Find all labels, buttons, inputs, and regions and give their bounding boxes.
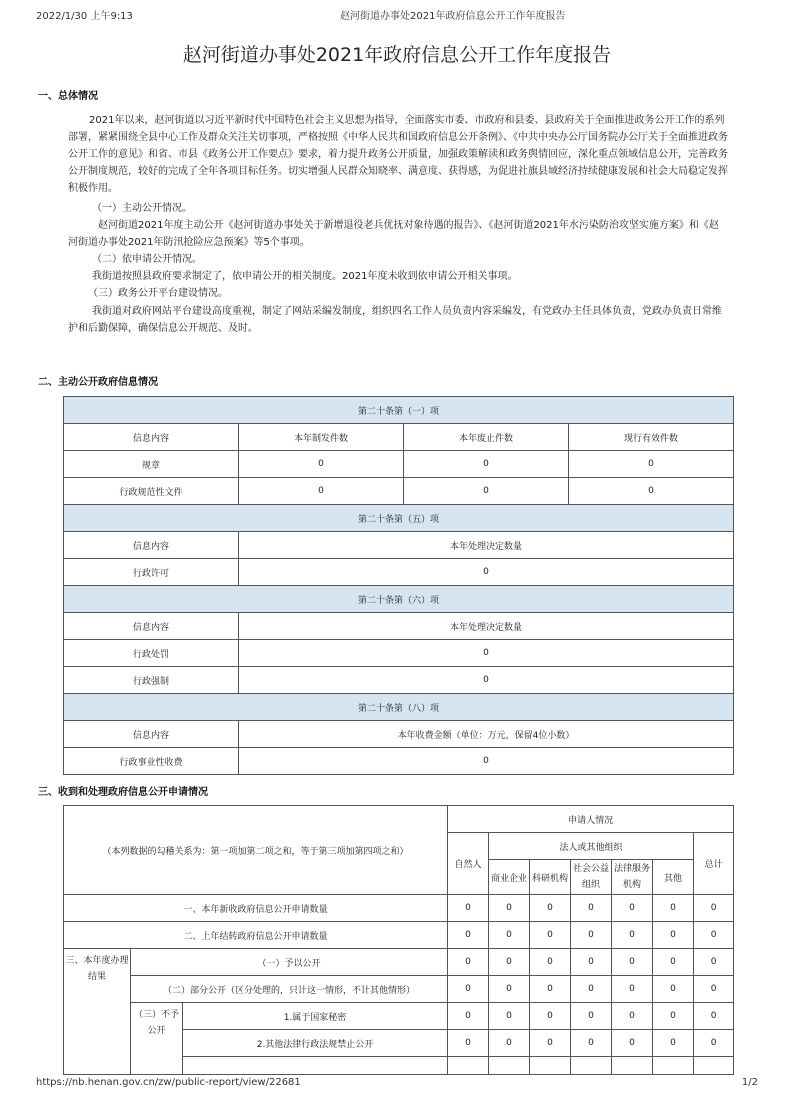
not-public-line1: （三）不予 bbox=[133, 1010, 179, 1020]
table-row bbox=[64, 478, 734, 505]
col-info-content: 信息内容 bbox=[64, 613, 239, 640]
article-20-8-band: 第二十条第（八）项 bbox=[64, 694, 734, 721]
page-number: 1/2 bbox=[741, 1077, 758, 1088]
row-label-carryover: 二、上年结转政府信息公开申请数量 bbox=[64, 922, 448, 949]
cell-value: 0 bbox=[489, 949, 530, 976]
col-other: 其他 bbox=[653, 860, 694, 895]
row-group-not-public bbox=[131, 1003, 183, 1075]
cell-value: 0 bbox=[239, 559, 734, 586]
cell-value: 0 bbox=[612, 1030, 653, 1057]
cell-value: 0 bbox=[489, 1003, 530, 1030]
cell-value: 0 bbox=[448, 1003, 489, 1030]
col-social-org bbox=[571, 860, 612, 895]
table-row bbox=[64, 640, 734, 667]
cell-value: 0 bbox=[530, 1030, 571, 1057]
cell-value: 0 bbox=[239, 478, 404, 505]
cell-value: 0 bbox=[612, 922, 653, 949]
print-doc-title: 赵河街道办事处2021年政府信息公开工作年度报告 bbox=[340, 11, 566, 22]
print-url: https://nb.henan.gov.cn/zw/public-report/view/22681 bbox=[36, 1077, 301, 1088]
platform-text: 我街道对政府网站平台建设高度重视，制定了网站采编发制度，组织四名工作人员负责内容采编发，有党政办主任具体负责，党政办负责日常维护和后勤保障，确保信息公开规范、及时。 bbox=[68, 306, 722, 334]
print-datetime: 2022/1/30 上午9:13 bbox=[36, 11, 133, 22]
cell-value: 0 bbox=[489, 895, 530, 922]
col-made-count: 本年制发件数 bbox=[239, 424, 404, 451]
active-disclosure-table bbox=[63, 396, 734, 775]
cell-value: 0 bbox=[530, 922, 571, 949]
cell-empty bbox=[183, 1057, 448, 1075]
table-row bbox=[64, 976, 734, 1003]
cell-empty bbox=[530, 1057, 571, 1075]
col-social-org-line1: 社会公益 bbox=[573, 864, 610, 874]
cell-value: 0 bbox=[653, 1003, 694, 1030]
cell-value: 0 bbox=[694, 922, 734, 949]
table-band-row bbox=[64, 505, 734, 532]
section-heading-requests: 三、收到和处理政府信息公开申请情况 bbox=[38, 787, 208, 798]
cell-value: 0 bbox=[530, 949, 571, 976]
col-legal-entity: 法人或其他组织 bbox=[489, 833, 694, 860]
cell-value: 0 bbox=[530, 976, 571, 1003]
cell-empty bbox=[612, 1057, 653, 1075]
table-row bbox=[64, 949, 734, 976]
cell-value: 0 bbox=[239, 748, 734, 775]
col-total: 总计 bbox=[694, 833, 734, 895]
cell-value: 0 bbox=[653, 976, 694, 1003]
col-decision-count: 本年处理决定数量 bbox=[239, 532, 734, 559]
cell-value: 0 bbox=[489, 922, 530, 949]
cell-value: 0 bbox=[530, 895, 571, 922]
section-heading-active-info: 二、主动公开政府信息情况 bbox=[38, 377, 158, 388]
col-social-org-line2: 组织 bbox=[582, 880, 601, 890]
col-natural-person: 自然人 bbox=[448, 833, 489, 895]
cell-value: 0 bbox=[653, 922, 694, 949]
applicant-info-header: 申请人情况 bbox=[448, 806, 734, 833]
col-valid-count: 现行有效件数 bbox=[569, 424, 734, 451]
cell-value: 0 bbox=[694, 1003, 734, 1030]
col-legal-service-line2: 机构 bbox=[623, 880, 642, 890]
row-label-partial: （二）部分公开（区分处理的，只计这一情形，不计其他情形） bbox=[131, 976, 448, 1003]
cell-value: 0 bbox=[694, 1030, 734, 1057]
col-legal-service bbox=[612, 860, 653, 895]
active-disclosure-text: 赵河街道2021年度主动公开《赵河街道办事处关于新增退役老兵优抚对象待遇的报告》、《赵河街道2021年水污染防治攻坚实施方案》和《赵河街道办事处2021年防汛抢险应急预案》等5个事项。 bbox=[68, 220, 719, 248]
cell-value: 0 bbox=[571, 922, 612, 949]
col-commercial: 商业企业 bbox=[489, 860, 530, 895]
cell-value: 0 bbox=[653, 895, 694, 922]
cell-value: 0 bbox=[489, 1030, 530, 1057]
cell-value: 0 bbox=[694, 976, 734, 1003]
col-info-content: 信息内容 bbox=[64, 424, 239, 451]
row-label-licensing: 行政许可 bbox=[64, 559, 239, 586]
table-band-row bbox=[64, 586, 734, 613]
cell-value: 0 bbox=[694, 949, 734, 976]
article-20-6-band: 第二十条第（六）项 bbox=[64, 586, 734, 613]
cell-value: 0 bbox=[404, 451, 569, 478]
cell-value: 0 bbox=[448, 895, 489, 922]
section-heading-overview: 一、总体情况 bbox=[38, 91, 98, 102]
col-info-content: 信息内容 bbox=[64, 721, 239, 748]
table-row bbox=[64, 748, 734, 775]
cell-value: 0 bbox=[653, 949, 694, 976]
subsection-title-request: （二）依申请公开情况。 bbox=[92, 254, 202, 265]
col-decision-count: 本年处理决定数量 bbox=[239, 613, 734, 640]
table-band-row bbox=[64, 397, 734, 424]
results-label-line1: 三、本年度办理 bbox=[65, 956, 129, 966]
request-handling-table bbox=[63, 805, 734, 1075]
table-row bbox=[64, 451, 734, 478]
cell-value: 0 bbox=[571, 1030, 612, 1057]
cell-value: 0 bbox=[694, 895, 734, 922]
table-row bbox=[64, 667, 734, 694]
cell-value: 0 bbox=[448, 976, 489, 1003]
cell-empty bbox=[653, 1057, 694, 1075]
cell-value: 0 bbox=[239, 640, 734, 667]
consistency-note: （本列数据的勾稽关系为：第一项加第二项之和，等于第三项加第四项之和） bbox=[64, 806, 448, 895]
row-label-new-requests: 一、本年新收政府信息公开申请数量 bbox=[64, 895, 448, 922]
cell-value: 0 bbox=[612, 976, 653, 1003]
cell-value: 0 bbox=[612, 895, 653, 922]
cell-empty bbox=[448, 1057, 489, 1075]
cell-value: 0 bbox=[653, 1030, 694, 1057]
cell-value: 0 bbox=[571, 976, 612, 1003]
cell-empty bbox=[489, 1057, 530, 1075]
row-label-law-prohibited: 2.其他法律行政法规禁止公开 bbox=[183, 1030, 448, 1057]
cell-value: 0 bbox=[571, 1003, 612, 1030]
cell-empty bbox=[571, 1057, 612, 1075]
table-row bbox=[64, 1003, 734, 1030]
row-label-public: （一）予以公开 bbox=[131, 949, 448, 976]
cell-value: 0 bbox=[239, 451, 404, 478]
table-band-row bbox=[64, 694, 734, 721]
cell-value: 0 bbox=[239, 667, 734, 694]
article-20-1-band: 第二十条第（一）项 bbox=[64, 397, 734, 424]
row-label-rules: 规章 bbox=[64, 451, 239, 478]
cell-value: 0 bbox=[612, 949, 653, 976]
cell-value: 0 bbox=[571, 895, 612, 922]
cell-value: 0 bbox=[489, 976, 530, 1003]
cell-value: 0 bbox=[569, 451, 734, 478]
table-header-row bbox=[64, 806, 734, 833]
col-fee-amount: 本年收费金额（单位：万元，保留4位小数） bbox=[239, 721, 734, 748]
cell-value: 0 bbox=[569, 478, 734, 505]
row-label-penalty: 行政处罚 bbox=[64, 640, 239, 667]
page-title: 赵河街道办事处2021年政府信息公开工作年度报告 bbox=[182, 44, 612, 66]
table-header-row bbox=[64, 424, 734, 451]
col-research: 科研机构 bbox=[530, 860, 571, 895]
results-label-line2: 结果 bbox=[87, 972, 106, 982]
cell-value: 0 bbox=[571, 949, 612, 976]
cell-value: 0 bbox=[448, 949, 489, 976]
cell-value: 0 bbox=[530, 1003, 571, 1030]
table-header-row bbox=[64, 613, 734, 640]
not-public-line2: 公开 bbox=[147, 1026, 166, 1036]
overview-paragraph: 2021年以来，赵河街道以习近平新时代中国特色社会主义思想为指导，全面落实市委、市政府和县委、县政府关于全面推进政务公开工作的系列部署，紧紧围绕全县中心工作及群众关注关切事项，严格按照《中华人民共和国政府信息公开条例》、《中共中央办公厅国务院办公厅关于全面推进政务公开工作的意见》和省、市县《政务公开工作要点》要求，着力提升政务公开质量，加强政策解读和政务舆情回应，深化重点领域信息公开，完善政务公开制度规范，较好的完成了全年各项目标任务。切实增强人民群众知晓率、满意度、获得感，为促进社旗县域经济持续健康发展和社会大局稳定发挥积极作用。 bbox=[68, 115, 728, 194]
cell-empty bbox=[694, 1057, 734, 1075]
table-header-row bbox=[64, 532, 734, 559]
article-20-5-band: 第二十条第（五）项 bbox=[64, 505, 734, 532]
row-group-results bbox=[64, 949, 131, 1075]
table-row bbox=[64, 559, 734, 586]
col-abolished-count: 本年废止件数 bbox=[404, 424, 569, 451]
table-header-row bbox=[64, 721, 734, 748]
row-label-admin-fees: 行政事业性收费 bbox=[64, 748, 239, 775]
row-label-normative-docs: 行政规范性文件 bbox=[64, 478, 239, 505]
cell-value: 0 bbox=[448, 1030, 489, 1057]
cell-value: 0 bbox=[612, 1003, 653, 1030]
row-label-enforcement: 行政强制 bbox=[64, 667, 239, 694]
col-legal-service-line1: 法律服务 bbox=[614, 864, 651, 874]
cell-value: 0 bbox=[448, 922, 489, 949]
table-row bbox=[64, 922, 734, 949]
cell-value: 0 bbox=[404, 478, 569, 505]
table-row bbox=[64, 895, 734, 922]
request-disclosure-text: 我街道按照县政府要求制定了，依申请公开的相关制度。2021年度未收到依申请公开相关事项。 bbox=[92, 271, 518, 282]
subsection-title-active: （一）主动公开情况。 bbox=[92, 203, 192, 214]
subsection-title-platform: （三）政务公开平台建设情况。 bbox=[88, 288, 228, 299]
row-label-state-secret: 1.属于国家秘密 bbox=[183, 1003, 448, 1030]
col-info-content: 信息内容 bbox=[64, 532, 239, 559]
